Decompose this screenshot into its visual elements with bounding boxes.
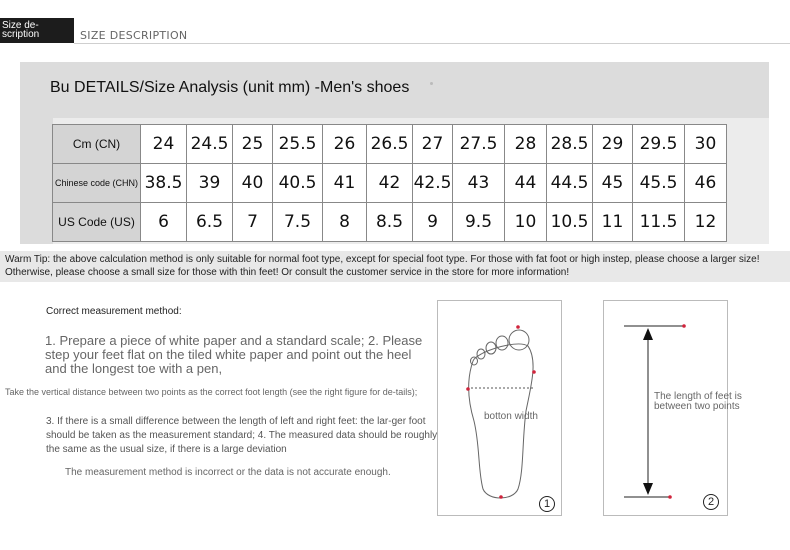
size-cell: 45.5 <box>633 164 685 203</box>
size-cell: 7 <box>233 203 273 242</box>
size-cell: 25.5 <box>273 125 323 164</box>
foot-outline-icon <box>438 301 563 517</box>
size-cell: 6 <box>141 203 187 242</box>
size-cell: 29 <box>593 125 633 164</box>
size-cell: 24 <box>141 125 187 164</box>
method-heading: Correct measurement method: <box>46 306 182 317</box>
method-step-3-4: 3. If there is a small difference between the length of left and right feet: the lar-ger foot should be taken as the measurement standard; 4. The measured data should be roughly the same as the usual size, if there is a large deviation <box>46 416 438 455</box>
size-table-row <box>53 125 727 164</box>
size-cell: 9 <box>413 203 453 242</box>
size-cell: 27.5 <box>453 125 505 164</box>
size-cell: 41 <box>323 164 367 203</box>
foot-length-figure <box>603 300 742 516</box>
size-cell: 44.5 <box>547 164 593 203</box>
size-cell: 42.5 <box>413 164 453 203</box>
size-cell: 8 <box>323 203 367 242</box>
size-cell: 8.5 <box>367 203 413 242</box>
size-cell: 10 <box>505 203 547 242</box>
row-header: Cm (CN) <box>53 125 141 164</box>
tab-label-line1: Size de- <box>2 20 39 31</box>
size-cell: 24.5 <box>187 125 233 164</box>
size-cell: 39 <box>187 164 233 203</box>
size-cell: 7.5 <box>273 203 323 242</box>
figure-2-number: 2 <box>703 494 719 510</box>
size-description-tab <box>0 18 74 43</box>
size-cell: 43 <box>453 164 505 203</box>
section-title: SIZE DESCRIPTION <box>80 29 188 42</box>
size-cell: 9.5 <box>453 203 505 242</box>
size-table-row <box>53 203 727 242</box>
row-header: US Code (US) <box>53 203 141 242</box>
size-cell: 29.5 <box>633 125 685 164</box>
row-header: Chinese code (CHN) <box>53 164 141 203</box>
size-cell: 12 <box>685 203 727 242</box>
foot-outline-figure <box>437 300 562 516</box>
panel-title: Bu DETAILS/Size Analysis (unit mm) -Men's shoes <box>50 79 410 96</box>
size-cell: 30 <box>685 125 727 164</box>
tab-label-line2: scription <box>2 29 40 40</box>
method-measure-distance: Take the vertical distance between two points as the correct foot length (see the right figure for de-tails); <box>5 387 418 397</box>
size-cell: 28.5 <box>547 125 593 164</box>
foot-length-label: The length of feet is between two points <box>654 391 742 412</box>
size-table <box>52 124 727 242</box>
method-step-1-2: 1. Prepare a piece of white paper and a standard scale; 2. Please step your feet flat on the tiled white paper and point out the heel and the longest toe with a pen, <box>45 333 423 376</box>
size-cell: 27 <box>413 125 453 164</box>
size-table-row <box>53 164 727 203</box>
size-cell: 45 <box>593 164 633 203</box>
method-note: The measurement method is incorrect or the data is not accurate enough. <box>65 467 391 478</box>
size-cell: 38.5 <box>141 164 187 203</box>
figure-1-number: 1 <box>539 496 555 512</box>
size-cell: 40 <box>233 164 273 203</box>
bottom-width-label: botton width <box>484 411 538 422</box>
size-cell: 26 <box>323 125 367 164</box>
decorative-dot <box>430 82 433 85</box>
size-cell: 11 <box>593 203 633 242</box>
size-cell: 11.5 <box>633 203 685 242</box>
size-cell: 26.5 <box>367 125 413 164</box>
size-cell: 25 <box>233 125 273 164</box>
size-cell: 40.5 <box>273 164 323 203</box>
size-cell: 42 <box>367 164 413 203</box>
size-cell: 44 <box>505 164 547 203</box>
size-cell: 6.5 <box>187 203 233 242</box>
size-cell: 46 <box>685 164 727 203</box>
header-divider <box>74 43 790 44</box>
warm-tip: Warm Tip: the above calculation method is only suitable for normal foot type, except for special foot type. For those with fat foot or high instep, please choose a larger size! Otherwise, please choose a small size for those with thin feet! Or consult the customer service in the store for more information! <box>5 254 760 278</box>
size-cell: 10.5 <box>547 203 593 242</box>
size-cell: 28 <box>505 125 547 164</box>
